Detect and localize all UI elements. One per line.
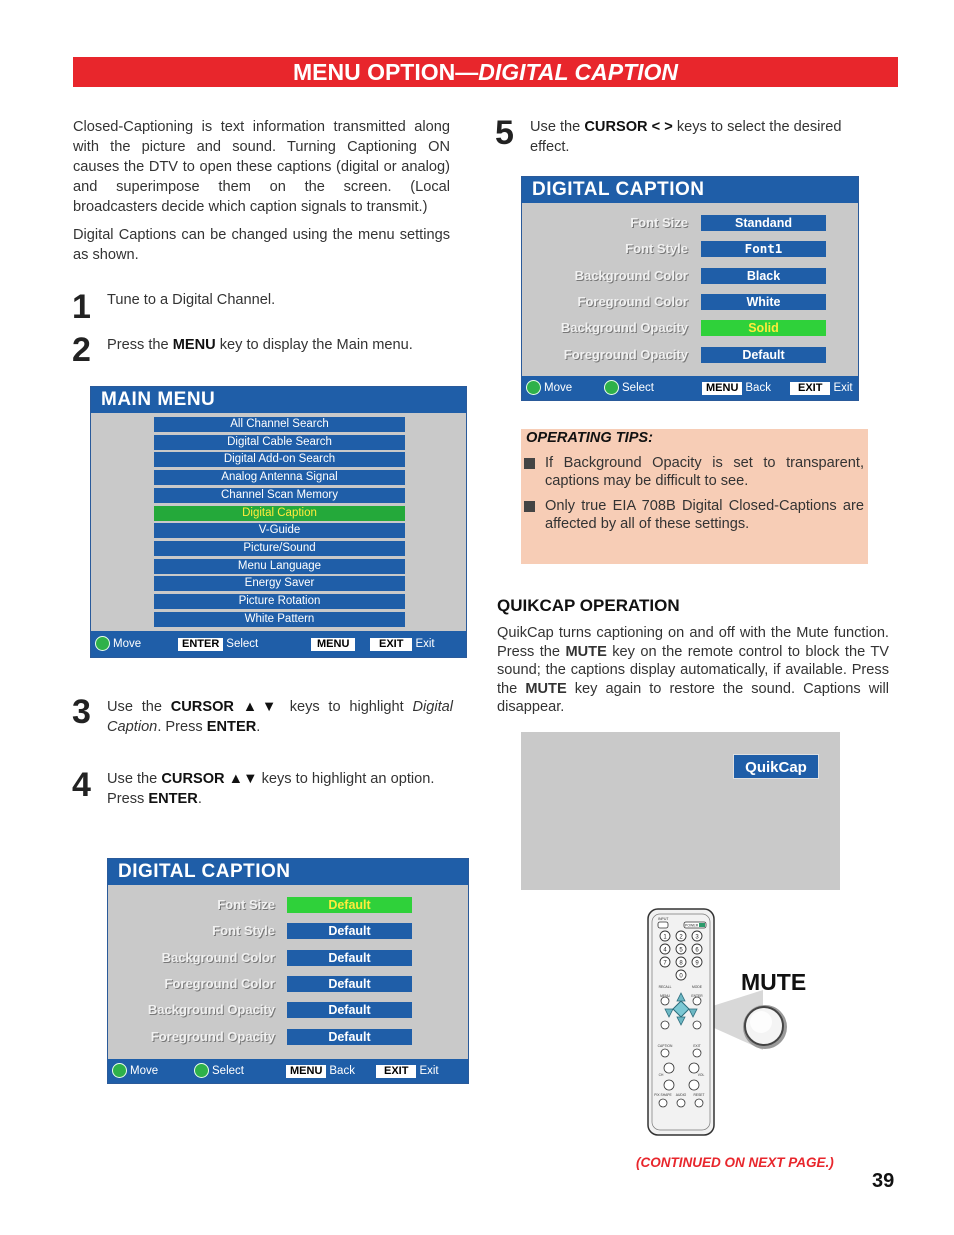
exit-key: EXIT bbox=[370, 638, 412, 651]
step-3-number: 3 bbox=[72, 693, 91, 731]
caption-option-value[interactable]: White bbox=[701, 294, 826, 310]
caption-option-value[interactable]: Standand bbox=[701, 215, 826, 231]
caption-option-value[interactable]: Black bbox=[701, 268, 826, 284]
caption-option-value[interactable]: Default bbox=[287, 950, 412, 966]
header-prefix: MENU OPTION— bbox=[292, 59, 479, 85]
remote-digit-label: 9 bbox=[695, 960, 699, 967]
menu-key: MENU bbox=[286, 1065, 326, 1078]
remote-digit-label: 0 bbox=[679, 973, 683, 980]
mute-label: MUTE bbox=[741, 969, 807, 995]
remote-digit-label: 8 bbox=[679, 960, 683, 967]
intro-paragraph-2: Digital Captions can be changed using the menu settings as shown. bbox=[73, 227, 450, 263]
main-menu-screen bbox=[90, 386, 467, 658]
enter-key: ENTER bbox=[178, 638, 223, 651]
step-4-number: 4 bbox=[72, 766, 91, 804]
remote-button-label: RESET bbox=[693, 1093, 705, 1097]
step-4-text: Use the CURSOR ▲▼ keys to highlight an option. Press ENTER. bbox=[107, 771, 435, 807]
digital-caption-default-screen bbox=[107, 858, 469, 1084]
move-icon bbox=[112, 1063, 127, 1078]
step-2-number: 2 bbox=[72, 331, 91, 369]
caption-option-label: Foreground Color bbox=[577, 293, 688, 309]
main-menu-footer: Move ENTER Select MENU EXIT Exit bbox=[91, 631, 466, 657]
header-title: DIGITAL CAPTION bbox=[478, 59, 679, 85]
step-5-number: 5 bbox=[495, 114, 514, 152]
remote-button-label: MODE bbox=[692, 985, 702, 989]
continued-note: (CONTINUED ON NEXT PAGE.) bbox=[636, 1155, 834, 1170]
main-menu-item[interactable]: Channel Scan Memory bbox=[154, 488, 405, 503]
remote-button-label: RECALL bbox=[658, 985, 672, 989]
tip-item: If Background Opacity is set to transparent, captions may be difficult to see. bbox=[524, 454, 864, 490]
caption-option-label: Font Size bbox=[217, 897, 275, 912]
exit-key: EXIT bbox=[790, 382, 830, 395]
input-label: INPUT bbox=[658, 917, 669, 921]
caption-option-value[interactable]: Default bbox=[287, 897, 412, 913]
page-header-bar bbox=[73, 57, 898, 87]
remote-control-illustration bbox=[645, 905, 805, 1140]
quikcap-paragraph: QuikCap turns captioning on and off with the Mute function. Press the MUTE key on the remote control to block the TV sound; the captions display automatically, if available. Press the MUTE key again to restore the sound. Captions will disappear. bbox=[497, 625, 890, 715]
operating-tips-box bbox=[521, 429, 868, 564]
main-menu-item[interactable]: V-Guide bbox=[154, 523, 405, 538]
caption-option-label: Foreground Opacity bbox=[563, 346, 688, 362]
dpad-icon bbox=[661, 993, 701, 1029]
step-5-text: Use the CURSOR < > keys to select the desired effect. bbox=[530, 119, 842, 155]
remote-digit-label: 1 bbox=[663, 934, 667, 941]
remote-button-label: AUDIO bbox=[675, 1093, 687, 1097]
main-menu-item[interactable]: Menu Language bbox=[154, 559, 405, 574]
caption-option-label: Background Opacity bbox=[560, 320, 688, 336]
main-menu-item[interactable]: Energy Saver bbox=[154, 576, 405, 591]
operating-tips-heading: OPERATING TIPS: bbox=[526, 430, 654, 446]
main-menu-item[interactable]: All Channel Search bbox=[154, 417, 405, 432]
step-1-text: Tune to a Digital Channel. bbox=[107, 292, 276, 308]
step-2-text: Press the MENU key to display the Main menu. bbox=[107, 337, 413, 353]
remote-digit-label: 4 bbox=[663, 947, 667, 954]
remote-digit-label: 7 bbox=[663, 960, 667, 967]
caption-option-label: Font Style bbox=[625, 241, 688, 257]
exit-key: EXIT bbox=[376, 1065, 416, 1078]
main-menu-title: MAIN MENU bbox=[91, 387, 466, 413]
digital-caption-custom-screen bbox=[521, 176, 859, 401]
caption-option-label: Font Style bbox=[212, 923, 275, 939]
main-menu-item[interactable]: White Pattern bbox=[154, 612, 405, 627]
digital-caption-title: DIGITAL CAPTION bbox=[108, 859, 468, 885]
select-icon bbox=[194, 1063, 209, 1078]
remote-button-label: VOL bbox=[697, 1073, 705, 1077]
step-1-number: 1 bbox=[72, 288, 91, 326]
digital-caption-footer: Move Select MENU Back EXIT Exit bbox=[108, 1059, 468, 1083]
main-menu-item[interactable]: Picture/Sound bbox=[154, 541, 405, 556]
caption-option-value[interactable]: Font1 bbox=[701, 241, 826, 257]
caption-option-label: Foreground Color bbox=[164, 975, 275, 991]
remote-digit-label: 6 bbox=[695, 947, 699, 954]
remote-digit-label: 2 bbox=[679, 934, 683, 941]
tip-item: Only true EIA 708B Digital Closed-Captions are affected by all of these settings. bbox=[524, 497, 864, 533]
main-menu-item[interactable]: Digital Add-on Search bbox=[154, 452, 405, 467]
intro-paragraph-1: Closed-Captioning is text information transmitted along with the picture and sound. Turning Captioning ON causes the DTV to open these captions (digital or analog) and superimpose them on the screen. (Local broadcasters decide which caption signals to transmit.) bbox=[73, 119, 450, 215]
caption-option-label: Foreground Opacity bbox=[150, 1028, 275, 1044]
caption-option-value[interactable]: Default bbox=[701, 347, 826, 363]
bullet-square-icon bbox=[524, 458, 535, 469]
main-menu-item[interactable]: Digital Caption bbox=[154, 506, 405, 521]
digital-caption-title: DIGITAL CAPTION bbox=[522, 177, 858, 203]
move-icon bbox=[526, 380, 541, 395]
remote-button-label: EXIT bbox=[693, 1044, 701, 1048]
caption-option-label: Background Opacity bbox=[147, 1002, 275, 1018]
power-label: POWER bbox=[685, 923, 699, 928]
quikcap-heading: QUIKCAP OPERATION bbox=[497, 596, 680, 615]
select-icon bbox=[604, 380, 619, 395]
move-icon bbox=[95, 636, 110, 651]
menu-key: MENU bbox=[311, 638, 355, 651]
caption-option-value[interactable]: Default bbox=[287, 923, 412, 939]
caption-option-value[interactable]: Default bbox=[287, 1002, 412, 1018]
page-number: 39 bbox=[872, 1170, 895, 1192]
caption-option-label: Background Color bbox=[161, 949, 275, 965]
remote-button-label: MENU bbox=[660, 994, 670, 998]
menu-key: MENU bbox=[702, 382, 742, 395]
remote-button-label: ENTER bbox=[691, 994, 703, 998]
remote-digit-label: 3 bbox=[695, 934, 699, 941]
remote-button-label: PIX SHAPE bbox=[654, 1093, 672, 1097]
caption-option-label: Font Size bbox=[630, 215, 688, 230]
quikcap-label: QuikCap bbox=[733, 754, 819, 779]
main-menu-item[interactable]: Digital Cable Search bbox=[154, 435, 405, 450]
main-menu-item[interactable]: Analog Antenna Signal bbox=[154, 470, 405, 485]
caption-option-value[interactable]: Default bbox=[287, 1029, 412, 1045]
remote-button-label: CAPTION bbox=[657, 1044, 673, 1048]
remote-digit-label: 5 bbox=[679, 947, 683, 954]
remote-button-label: CH bbox=[658, 1073, 664, 1077]
step-3-text: Use the CURSOR ▲▼ keys to highlight Digital Caption. Press ENTER. bbox=[107, 699, 453, 735]
main-menu-item[interactable]: Picture Rotation bbox=[154, 594, 405, 609]
digital-caption-footer: Move Select MENU Back EXIT Exit bbox=[522, 376, 858, 400]
caption-option-value[interactable]: Solid bbox=[701, 320, 826, 336]
caption-option-label: Background Color bbox=[574, 267, 688, 283]
caption-option-value[interactable]: Default bbox=[287, 976, 412, 992]
bullet-square-icon bbox=[524, 501, 535, 512]
input-button bbox=[658, 922, 668, 928]
